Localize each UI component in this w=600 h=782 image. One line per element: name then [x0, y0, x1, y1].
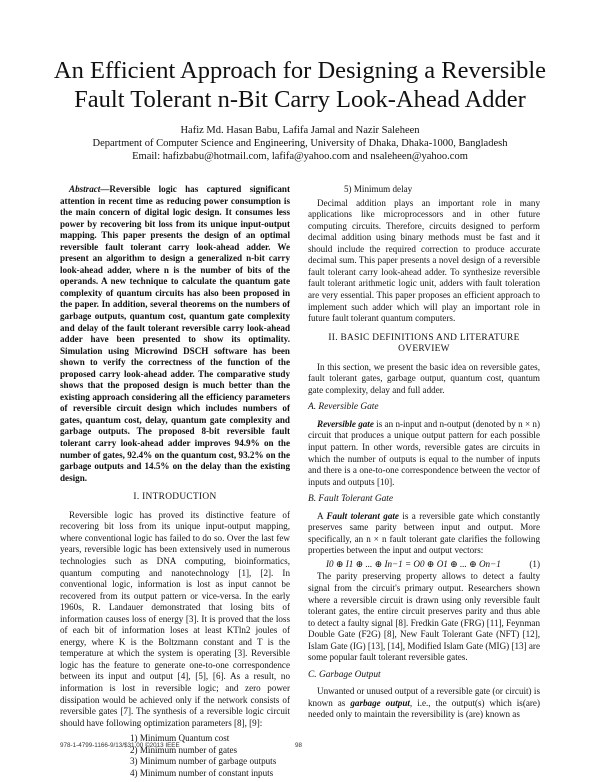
abstract-text: —Reversible logic has captured significant attention in recent time as reducing power consumption is the main concern of digital logic design. It consumes less power by recovering bit loss from its unique input-output mapping. This paper presents the design of an optimal reversible fault tolerant carry look-ahead adder. We present an algorithm to design a generalized n-bit carry look-ahead adder, where n is the number of bits of the operands. A new technique to calculate the quantum gate complexity of quantum circuits has also been proposed in the paper. In addition, several theorems on the numbers of garbage outputs, quantum cost, quantum gate complexity and delay of the fault tolerant reversible carry look-ahead adder have been presented to show its optimality. Simulation using Microwind DSCH software has been shown to verify the correctness of the function of the proposed carry look-ahead adder. The comparative study shows that the proposed design is much better than the existing approach considering all the efficiency parameters of reversible circuit design which includes numbers of gates, quantum cost, delay, quantum gate complexity and garbage outputs. The proposed 8-bit reversible fault tolerant carry look-ahead adder improves 94.9% on the number of gates, 92.4% on the quantum cost, 93.2% on the garbage outputs and 14.5% on the delay than the existing design.: [60, 184, 290, 483]
term-reversible-gate: Reversible gate: [317, 418, 374, 429]
optimization-list-continued: [308, 184, 540, 196]
abstract-label: Abstract: [69, 184, 101, 194]
intro-paragraph: Reversible logic has proved its distinctive feature of recovering bit loss from its unique input-output mapping, where conventional logic has failed to do so. Over the last few years, reversible logic has been extensively used in numerous technologies such as DNA computing, bioinformatics, quantum computing and nanotechnology [1], [2]. In conventional logic, information is lost as input cannot be recovered from its output pattern or vice-versa. In the early 1960s, R. Landauer demonstrated that losing bits of information causes loss of energy [3]. It is proved that the loss of each bit of information loses at least KTln2 joules of energy, where K is the Boltzmann constant and T is the temperature at which the system is operating [3]. Reversible logic has the feature to generate one-to-one correspondence between its input and output [4], [5], [6]. As a result, no information is lost in reversible logic; and zero power dissipation would be achieved only if the network consists of reversible gates [7]. The synthesis of a reversible logic circuit should have following optimization parameters [8], [9]:: [60, 509, 290, 728]
footer-isbn: 978-1-4799-1166-9/13/$31.00 ©2013 IEEE: [60, 742, 180, 749]
equation-number: (1): [529, 558, 540, 569]
list-item: 3) Minimum number of garbage outputs: [130, 756, 277, 767]
definition-text: is an n-input and n-output (denoted by n × n) circuit that produces a unique output pattern for each possible input pattern. In other words, reversible gates are circuits in which the number of outputs is equal to the number of inputs and there is a one-to-one correspondence between the vector of inputs and outputs [10].: [308, 418, 540, 487]
definition-text: is a reversible gate which constantly preserves same parity between input and output. More specifically, an n × n fault tolerant gate clarifies the following properties between the input and output vectors:: [308, 510, 541, 556]
author-affiliation: Department of Computer Science and Engineering, University of Dhaka, Dhaka-1000, Bangladesh: [92, 138, 508, 149]
paragraph-garbage-output: [308, 686, 540, 721]
term-fault-tolerant-gate: Fault tolerant gate: [326, 510, 399, 521]
definition-prefix: Unwanted or unused output of a reversible gate (or circuit) is known as: [308, 686, 540, 708]
list-item: 5) Minimum delay: [344, 184, 413, 194]
paragraph-parity-property: The parity preserving property allows to detect a faulty signal from the circuit's primary output. Researchers shown where a reversible circuit is drawn using only reversible fault tolerant gates, the entire circuit preserves parity and thus able to detect a faulty signal [8]. Fredkin Gate (FRG) [11], Feynman Double Gate (F2G) [8], New Fault Tolerant Gate (NFT) [12], Islam Gate (IG) [13], [14], Modified Islam Gate (MIG) [13] are some popular fault tolerant reversible gates.: [308, 571, 540, 663]
subsection-heading-reversible-gate: A. Reversible Gate: [308, 402, 379, 413]
subsection-heading-garbage-output: C. Garbage Output: [308, 669, 381, 680]
definition-text: , i.e., the output(s) which is(are) needed only to maintain the reversibility is (are) known as: [308, 697, 540, 720]
paragraph-fault-tolerant-gate: [308, 511, 540, 557]
section-heading-introduction: I. INTRODUCTION: [133, 492, 217, 503]
author-names: Hafiz Md. Hasan Babu, Lafifa Jamal and Nazir Saleheen: [180, 125, 420, 136]
list-item: 4) Minimum number of constant inputs: [130, 767, 274, 778]
paragraph-section-overview: In this section, we present the basic idea on reversible gates, fault tolerant gates, garbage output, quantum cost, quantum gate complexity, delay and full adder.: [308, 361, 540, 395]
footer-page-number: 98: [295, 742, 303, 749]
list-item: 2) Minimum number of gates: [130, 744, 238, 755]
equation-parity: [308, 559, 540, 571]
paragraph-decimal-addition: Decimal addition plays an important role in many applications like microprocessors and in other future computing circuits. Therefore, circuits designed to perform decimal addition using binary methods must be fast and it should include the required correction to produce accurate decimal sum. This paper presents a novel design of a reversible fault tolerant carry look-ahead adder. To synthesize reversible fault tolerant arithmetic logic unit, adders with fault toleration are very essential. This paper proposes an efficient approach to implement such adder which will play an important role in future fault tolerant quantum computers.: [308, 197, 540, 324]
section-heading-definitions: II. BASIC DEFINITIONS AND LITERATURE OVERVIEW: [328, 332, 520, 355]
left-column: [60, 184, 290, 782]
optimization-list: [60, 733, 290, 779]
paper-title: An Efficient Approach for Designing a Reversible Fault Tolerant n-Bit Carry Look-Ahead Adder: [53, 57, 547, 113]
paragraph-reversible-gate: [308, 419, 540, 488]
term-garbage-output: garbage output: [350, 697, 410, 708]
right-column: [308, 184, 540, 721]
equation-body: I0 ⊕ I1 ⊕ ... ⊕ In−1 = O0 ⊕ O1 ⊕ ... ⊕ On−1: [326, 558, 501, 569]
abstract: [60, 184, 290, 484]
author-emails: Email: hafizbabu@hotmail.com, lafifa@yahoo.com and nsaleheen@yahoo.com: [132, 151, 468, 162]
definition-prefix: A: [317, 510, 327, 521]
list-item: 1) Minimum Quantum cost: [130, 733, 230, 744]
subsection-heading-fault-tolerant-gate: B. Fault Tolerant Gate: [308, 494, 394, 505]
author-block: [40, 124, 560, 163]
